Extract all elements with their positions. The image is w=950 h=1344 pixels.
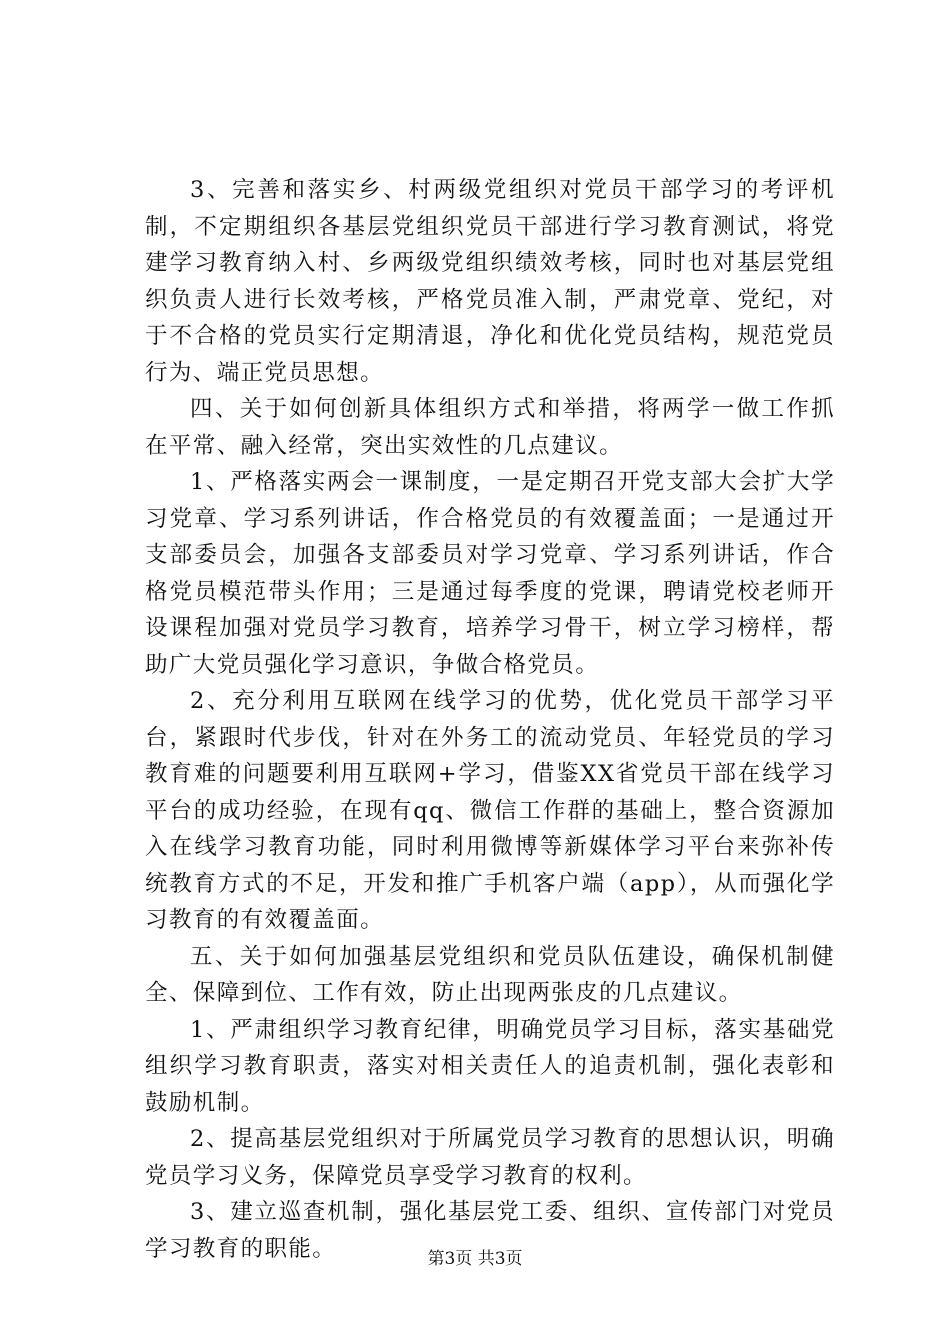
paragraph-online-learning: 2、充分利用互联网在线学习的优势，优化党员干部学习平台，紧跟时代步伐，针对在外务工的流动党员、年轻党员的学习教育难的问题要利用互联网+学习，借鉴XX省党员干部在线学习平台的成功经验，在现有qq、微信工作群的基础上，整合资源加入在线学习教育功能，同时利用微博等新媒体学习平台来弥补传统教育方式的不足，开发和推广手机客户端（app），从而强化学习教育的有效覆盖面。 (145, 688, 835, 933)
section-heading-four: 四、关于如何创新具体组织方式和举措，将两学一做工作抓在平常、融入经常，突出实效性的几点建议。 (145, 396, 835, 459)
page-number-footer: 第3页 共3页 (427, 1249, 523, 1269)
document-body (145, 172, 835, 1267)
paragraph-discipline: 1、严肃组织学习教育纪律，明确党员学习目标，落实基础党组织学习教育职责，落实对相关责任人的追责机制，强化表彰和鼓励机制。 (145, 1016, 835, 1116)
paragraph-inspection: 3、建立巡查机制，强化基层党工委、组织、宣传部门对党员学习教育的职能。 (145, 1199, 835, 1262)
section-heading-five: 五、关于如何加强基层党组织和党员队伍建设，确保机制健全、保障到位、工作有效，防止出现两张皮的几点建议。 (145, 943, 835, 1006)
paragraph-two-meetings-one-lesson: 1、严格落实两会一课制度，一是定期召开党支部大会扩大学习党章、学习系列讲话，作合格党员的有效覆盖面；一是通过开支部委员会，加强各支部委员对学习党章、学习系列讲话，作合格党员模范带头作用；三是通过每季度的党课，聘请党校老师开设课程加强对党员学习教育，培养学习骨干，树立学习榜样，帮助广大党员强化学习意识，争做合格党员。 (145, 469, 835, 678)
paragraph-awareness: 2、提高基层党组织对于所属党员学习教育的思想认识，明确党员学习义务，保障党员享受学习教育的权利。 (145, 1126, 835, 1189)
paragraph-evaluation-mechanism: 3、完善和落实乡、村两级党组织对党员干部学习的考评机制，不定期组织各基层党组织党员干部进行学习教育测试，将党建学习教育纳入村、乡两级党组织绩效考核，同时也对基层党组织负责人进行长效考核，严格党员准入制，严肃党章、党纪，对于不合格的党员实行定期清退，净化和优化党员结构，规范党员行为、端正党员思想。 (145, 177, 835, 386)
